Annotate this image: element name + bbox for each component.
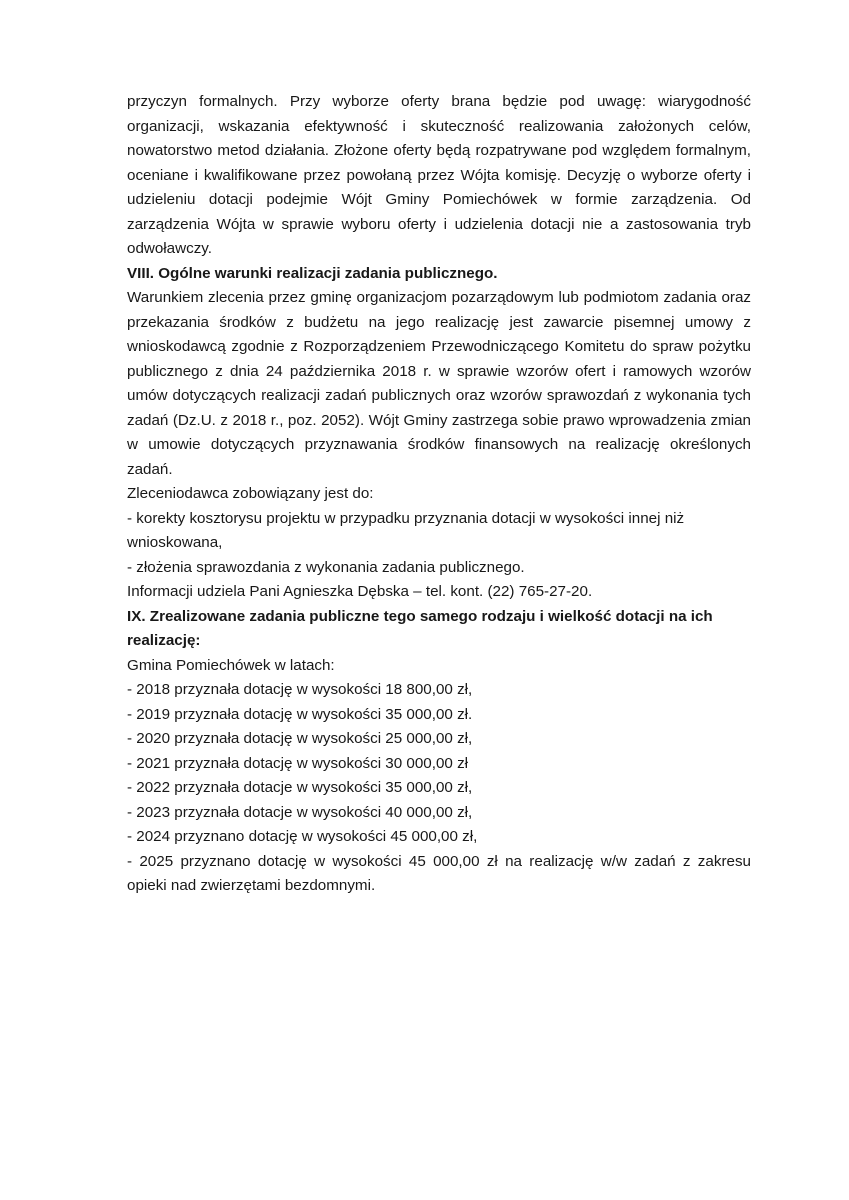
bullet-cost-estimate-correction: - korekty kosztorysu projektu w przypadku przyznania dotacji w wysokości innej niż wnioskowana, (127, 509, 689, 551)
line-gmina-years-intro: Gmina Pomiechówek w latach: (127, 656, 335, 674)
paragraph-general-conditions: Warunkiem zlecenia przez gminę organizacjom pozarządowym lub podmiotom zadania oraz przekazania środków z budżetu na jego realizację jest zawarcie pisemnej umowy z wnioskodawcą zgodnie z Rozporządzeniem Przewodniczącego Komitetu do spraw pożytku publicznego z dnia 24 października 2018 r. w sprawie wzorów ofert i ramowych wzorów umów dotyczących realizacji zadań publicznych oraz wzorów sprawozdań z wykonania tych zadań (Dz.U. z 2018 r., poz. 2052). Wójt Gminy zastrzega sobie prawo wprowadzenia zmian w umowie dotyczących przyznawania środków finansowych na realizację określonych zadań. (127, 289, 751, 478)
paragraph-grant-2025: - 2025 przyznano dotację w wysokości 45 000,00 zł na realizację w/w zadań z zakresu opieki nad zwierzętami bezdomnymi. (127, 852, 751, 894)
bullet-report-submission: - złożenia sprawozdania z wykonania zadania publicznego. (127, 558, 525, 576)
list-item: - 2022 przyznała dotacje w wysokości 35 000,00 zł, (127, 779, 473, 796)
list-item: - 2020 przyznała dotację w wysokości 25 000,00 zł, (127, 730, 473, 747)
document-text-column (127, 90, 751, 899)
list-item: - 2023 przyznała dotacje w wysokości 40 000,00 zł, (127, 803, 473, 821)
heading-section-viii: VIII. Ogólne warunki realizacji zadania publicznego. (127, 264, 498, 282)
list-item: - 2018 przyznała dotację w wysokości 18 800,00 zł, (127, 681, 473, 698)
list-item: - 2021 przyznała dotację w wysokości 30 000,00 zł (127, 754, 469, 772)
line-contractor-obligations-intro: Zleceniodawca zobowiązany jest do: (127, 485, 374, 502)
line-contact-information: Informacji udziela Pani Agnieszka Dębska – tel. kont. (22) 765-27-20. (127, 583, 593, 600)
heading-section-ix: IX. Zrealizowane zadania publiczne tego samego rodzaju i wielkość dotacji na ich realizację: (127, 607, 713, 649)
paragraph-selection-criteria: przyczyn formalnych. Przy wyborze oferty brana będzie pod uwagę: wiarygodność organizacji, wskazania efektywność i skuteczność realizowania założonych celów, nowatorstwo metod działania. Złożone oferty będą rozpatrywane pod względem formalnym, oceniane i kwalifikowane przez powołaną przez Wójta komisję. Decyzję o wyborze oferty i udzieleniu dotacji podejmie Wójt Gminy Pomiechówek w formie zarządzenia. Od zarządzenia Wójta w sprawie wyboru oferty i udzielenia dotacji nie a zastosowania tryb odwoławczy. (127, 93, 751, 257)
list-item: - 2024 przyznano dotację w wysokości 45 000,00 zł, (127, 828, 478, 845)
list-item: - 2019 przyznała dotację w wysokości 35 000,00 zł. (127, 705, 473, 723)
